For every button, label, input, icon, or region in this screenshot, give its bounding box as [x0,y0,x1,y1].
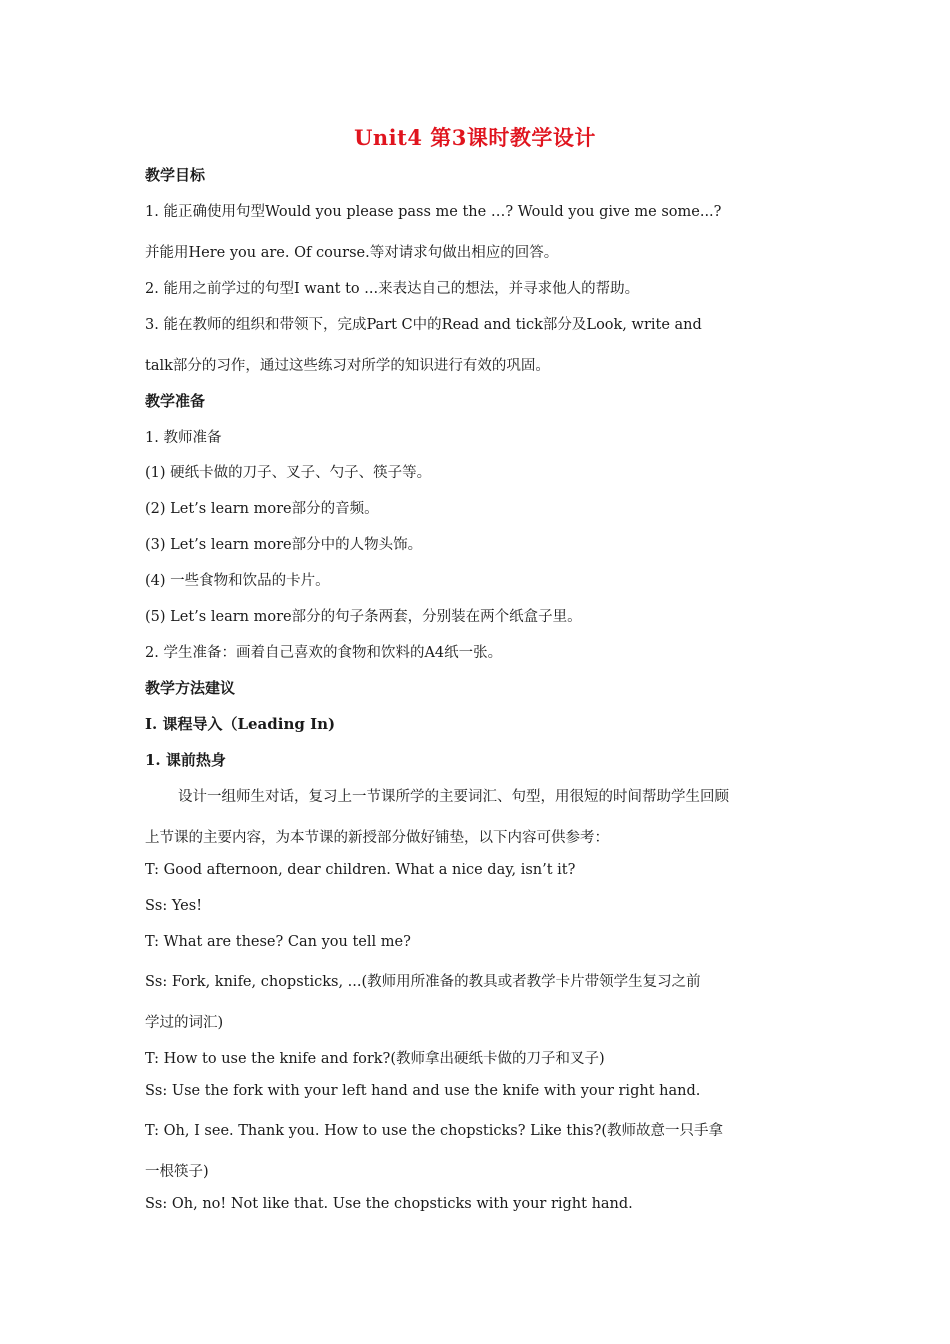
dialogue-line-7-cont: 一根筷子) [145,1164,209,1180]
teacher-prep-heading: 1. 教师准备 [145,430,222,446]
objective-1-line-2: 并能用Here you are. Of course.等对请求句做出相应的回答。 [145,245,559,261]
teacher-prep-item-4: (4) 一些食物和饮品的卡片。 [145,573,330,589]
student-prep: 2. 学生准备：画着自己喜欢的食物和饮料的A4纸一张。 [145,645,503,661]
objective-3-line-2: talk部分的习作，通过这些练习对所学的知识进行有效的巩固。 [145,358,550,374]
section-heading-objectives: 教学目标 [145,166,206,184]
teacher-prep-item-3: (3) Let’s learn more部分中的人物头饰。 [145,537,423,553]
dialogue-line-1: T: Good afternoon, dear children. What a nice day, isn’t it? [145,862,576,878]
dialogue-line-7: T: Oh, I see. Thank you. How to use the chopsticks? Like this?(教师故意一只手拿 [145,1123,724,1139]
teacher-prep-item-1: (1) 硬纸卡做的刀子、叉子、勺子、筷子等。 [145,465,432,481]
document-title: Unit4 第3课时教学设计 [354,125,596,150]
subsection-warm-up: 1. 课前热身 [145,751,226,769]
objective-3-line-1: 3. 能在教师的组织和带领下，完成Part C中的Read and tick部分及Look, write and [145,317,702,333]
warm-up-paragraph-line-2: 上节课的主要内容，为本节课的新授部分做好铺垫，以下内容可供参考： [145,830,609,846]
objective-1-line-1: 1. 能正确使用句型Would you please pass me the …? Would you give me some...? [145,204,722,220]
warm-up-paragraph-line-1: 设计一组师生对话，复习上一节课所学的主要词汇、句型，用很短的时间帮助学生回顾 [178,789,729,805]
dialogue-line-8: Ss: Oh, no! Not like that. Use the chopsticks with your right hand. [145,1196,633,1212]
teacher-prep-item-2: (2) Let’s learn more部分的音频。 [145,501,379,517]
dialogue-line-6: Ss: Use the fork with your left hand and use the knife with your right hand. [145,1083,701,1099]
dialogue-line-4-cont: 学过的词汇) [145,1015,224,1031]
dialogue-line-2: Ss: Yes! [145,898,203,914]
dialogue-line-5: T: How to use the knife and fork?(教师拿出硬纸卡做的刀子和叉子) [145,1051,605,1067]
dialogue-line-3: T: What are these? Can you tell me? [145,934,411,950]
teacher-prep-item-5: (5) Let’s learn more部分的句子条两套，分别装在两个纸盒子里。 [145,609,582,625]
section-heading-preparation: 教学准备 [145,392,206,410]
subsection-leading-in: I. 课程导入（Leading In) [145,715,336,733]
section-heading-methods: 教学方法建议 [145,679,236,697]
dialogue-line-4: Ss: Fork, knife, chopsticks, ...(教师用所准备的教具或者教学卡片带领学生复习之前 [145,974,701,990]
objective-2: 2. 能用之前学过的句型I want to ...来表达自己的想法，并寻求他人的帮助。 [145,281,640,297]
